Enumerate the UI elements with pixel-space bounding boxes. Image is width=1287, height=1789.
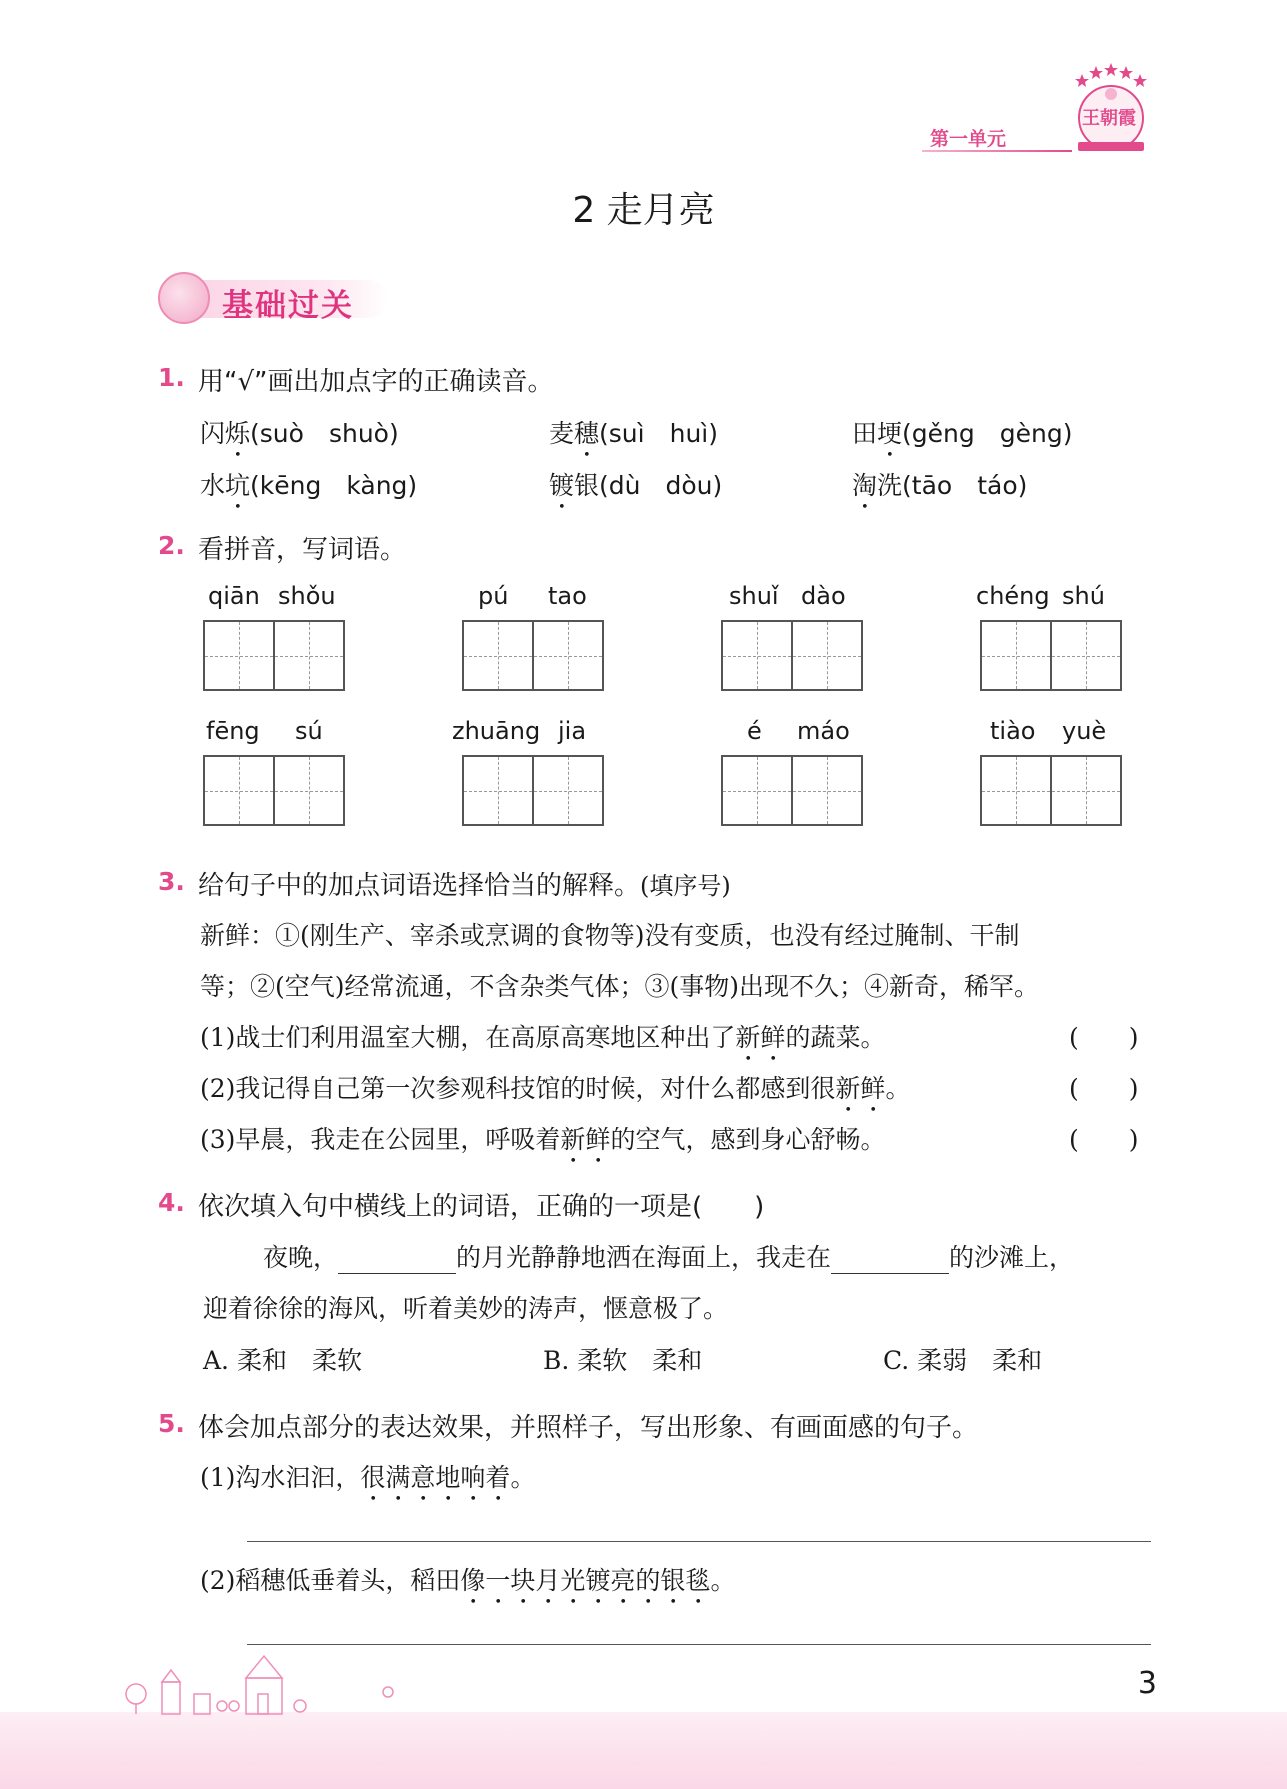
q1-item-2: 麦穗(suì huì): [549, 419, 718, 448]
q4-option-a[interactable]: A. 柔和 柔软: [203, 1346, 362, 1375]
footer-band: [0, 1712, 1287, 1789]
dotted-char: 镀: [549, 471, 575, 500]
publisher-logo: [1068, 60, 1154, 154]
q1-item-1: 闪烁(suò shuò): [200, 419, 399, 448]
q1-item-6: 淘洗(tāo táo): [852, 471, 1028, 500]
tianzige-box[interactable]: [203, 755, 345, 826]
q4-option-c[interactable]: C. 柔弱 柔和: [883, 1346, 1043, 1375]
dotted-char: 穗: [574, 419, 600, 448]
q3-prompt: 给句子中的加点词语选择恰当的解释。(填序号): [198, 871, 731, 901]
tianzige-box[interactable]: [721, 755, 863, 826]
dotted-char: 坑: [225, 471, 251, 500]
q3-definition-line-2: 等；②(空气)经常流通，不含杂类气体；③(事物)出现不久；④新奇，稀罕。: [200, 972, 1040, 1001]
dotted-char: 淘: [852, 471, 878, 500]
q1-item-5: 镀银(dù dòu): [549, 471, 723, 500]
answer-line-2[interactable]: [247, 1644, 1151, 1645]
unit-underline: [922, 150, 1072, 152]
q3-sentence-1: (1)战士们利用温室大棚，在高原高寒地区种出了新鲜的蔬菜。: [200, 1023, 886, 1052]
fill-blank-1[interactable]: [338, 1247, 456, 1274]
answer-paren-3[interactable]: ( ): [1069, 1125, 1139, 1154]
dotted-char: 烁: [225, 419, 251, 448]
q4-passage-line-1: 夜晚， 的月光静静地洒在海面上，我走在 的沙滩上，: [263, 1243, 1075, 1272]
q4-option-b[interactable]: B. 柔软 柔和: [543, 1346, 703, 1375]
q3-sentence-2: (2)我记得自己第一次参观科技馆的时候，对什么都感到很新鲜。: [200, 1074, 911, 1103]
tianzige-box[interactable]: [980, 755, 1122, 826]
q3-definition-line-1: 新鲜：①(刚生产、宰杀或烹调的食物等)没有变质，也没有经过腌制、干制: [200, 921, 1020, 950]
tianzige-box[interactable]: [462, 755, 604, 826]
section-title: 基础过关: [222, 288, 354, 324]
dotted-char: 埂: [877, 419, 903, 448]
q4-number: 4.: [158, 1188, 185, 1217]
q1-number: 1.: [158, 363, 185, 392]
fill-blank-2[interactable]: [831, 1247, 949, 1274]
q5-example-2: (2)稻穗低垂着头，稻田像一块月光镀亮的银毯。: [200, 1566, 736, 1595]
q3-sentence-3: (3)早晨，我走在公园里，呼吸着新鲜的空气，感到身心舒畅。: [200, 1125, 886, 1154]
q2-number: 2.: [158, 531, 185, 560]
q4-prompt: 依次填入句中横线上的词语，正确的一项是( ): [198, 1192, 765, 1222]
section-banner: [158, 272, 398, 324]
answer-line-1[interactable]: [247, 1541, 1151, 1542]
tianzige-box[interactable]: [203, 620, 345, 691]
tianzige-box[interactable]: [721, 620, 863, 691]
page-number: 3: [1137, 1666, 1157, 1701]
answer-paren-1[interactable]: ( ): [1069, 1023, 1139, 1052]
q2-prompt: 看拼音，写词语。: [198, 535, 407, 565]
unit-label: 第一单元: [930, 128, 1007, 150]
page-title: 2 走月亮: [572, 190, 715, 231]
castle-illustration-icon: [118, 1648, 408, 1718]
q1-prompt: 用“√”画出加点字的正确读音。: [198, 367, 554, 397]
q1-item-4: 水坑(kēng kàng): [200, 471, 418, 500]
answer-paren-2[interactable]: ( ): [1069, 1074, 1139, 1103]
tianzige-box[interactable]: [980, 620, 1122, 691]
q5-number: 5.: [158, 1409, 185, 1438]
tianzige-box[interactable]: [462, 620, 604, 691]
q5-prompt: 体会加点部分的表达效果，并照样子，写出形象、有画面感的句子。: [198, 1413, 979, 1443]
logo-text: 王朝霞: [1082, 108, 1136, 129]
q3-number: 3.: [158, 867, 185, 896]
q1-item-3: 田埂(gěng gèng): [852, 419, 1073, 448]
girl-avatar-icon: [158, 272, 210, 324]
q4-passage-line-2: 迎着徐徐的海风，听着美妙的涛声，惬意极了。: [203, 1294, 729, 1323]
q5-example-1: (1)沟水汩汩，很满意地响着。: [200, 1463, 536, 1492]
